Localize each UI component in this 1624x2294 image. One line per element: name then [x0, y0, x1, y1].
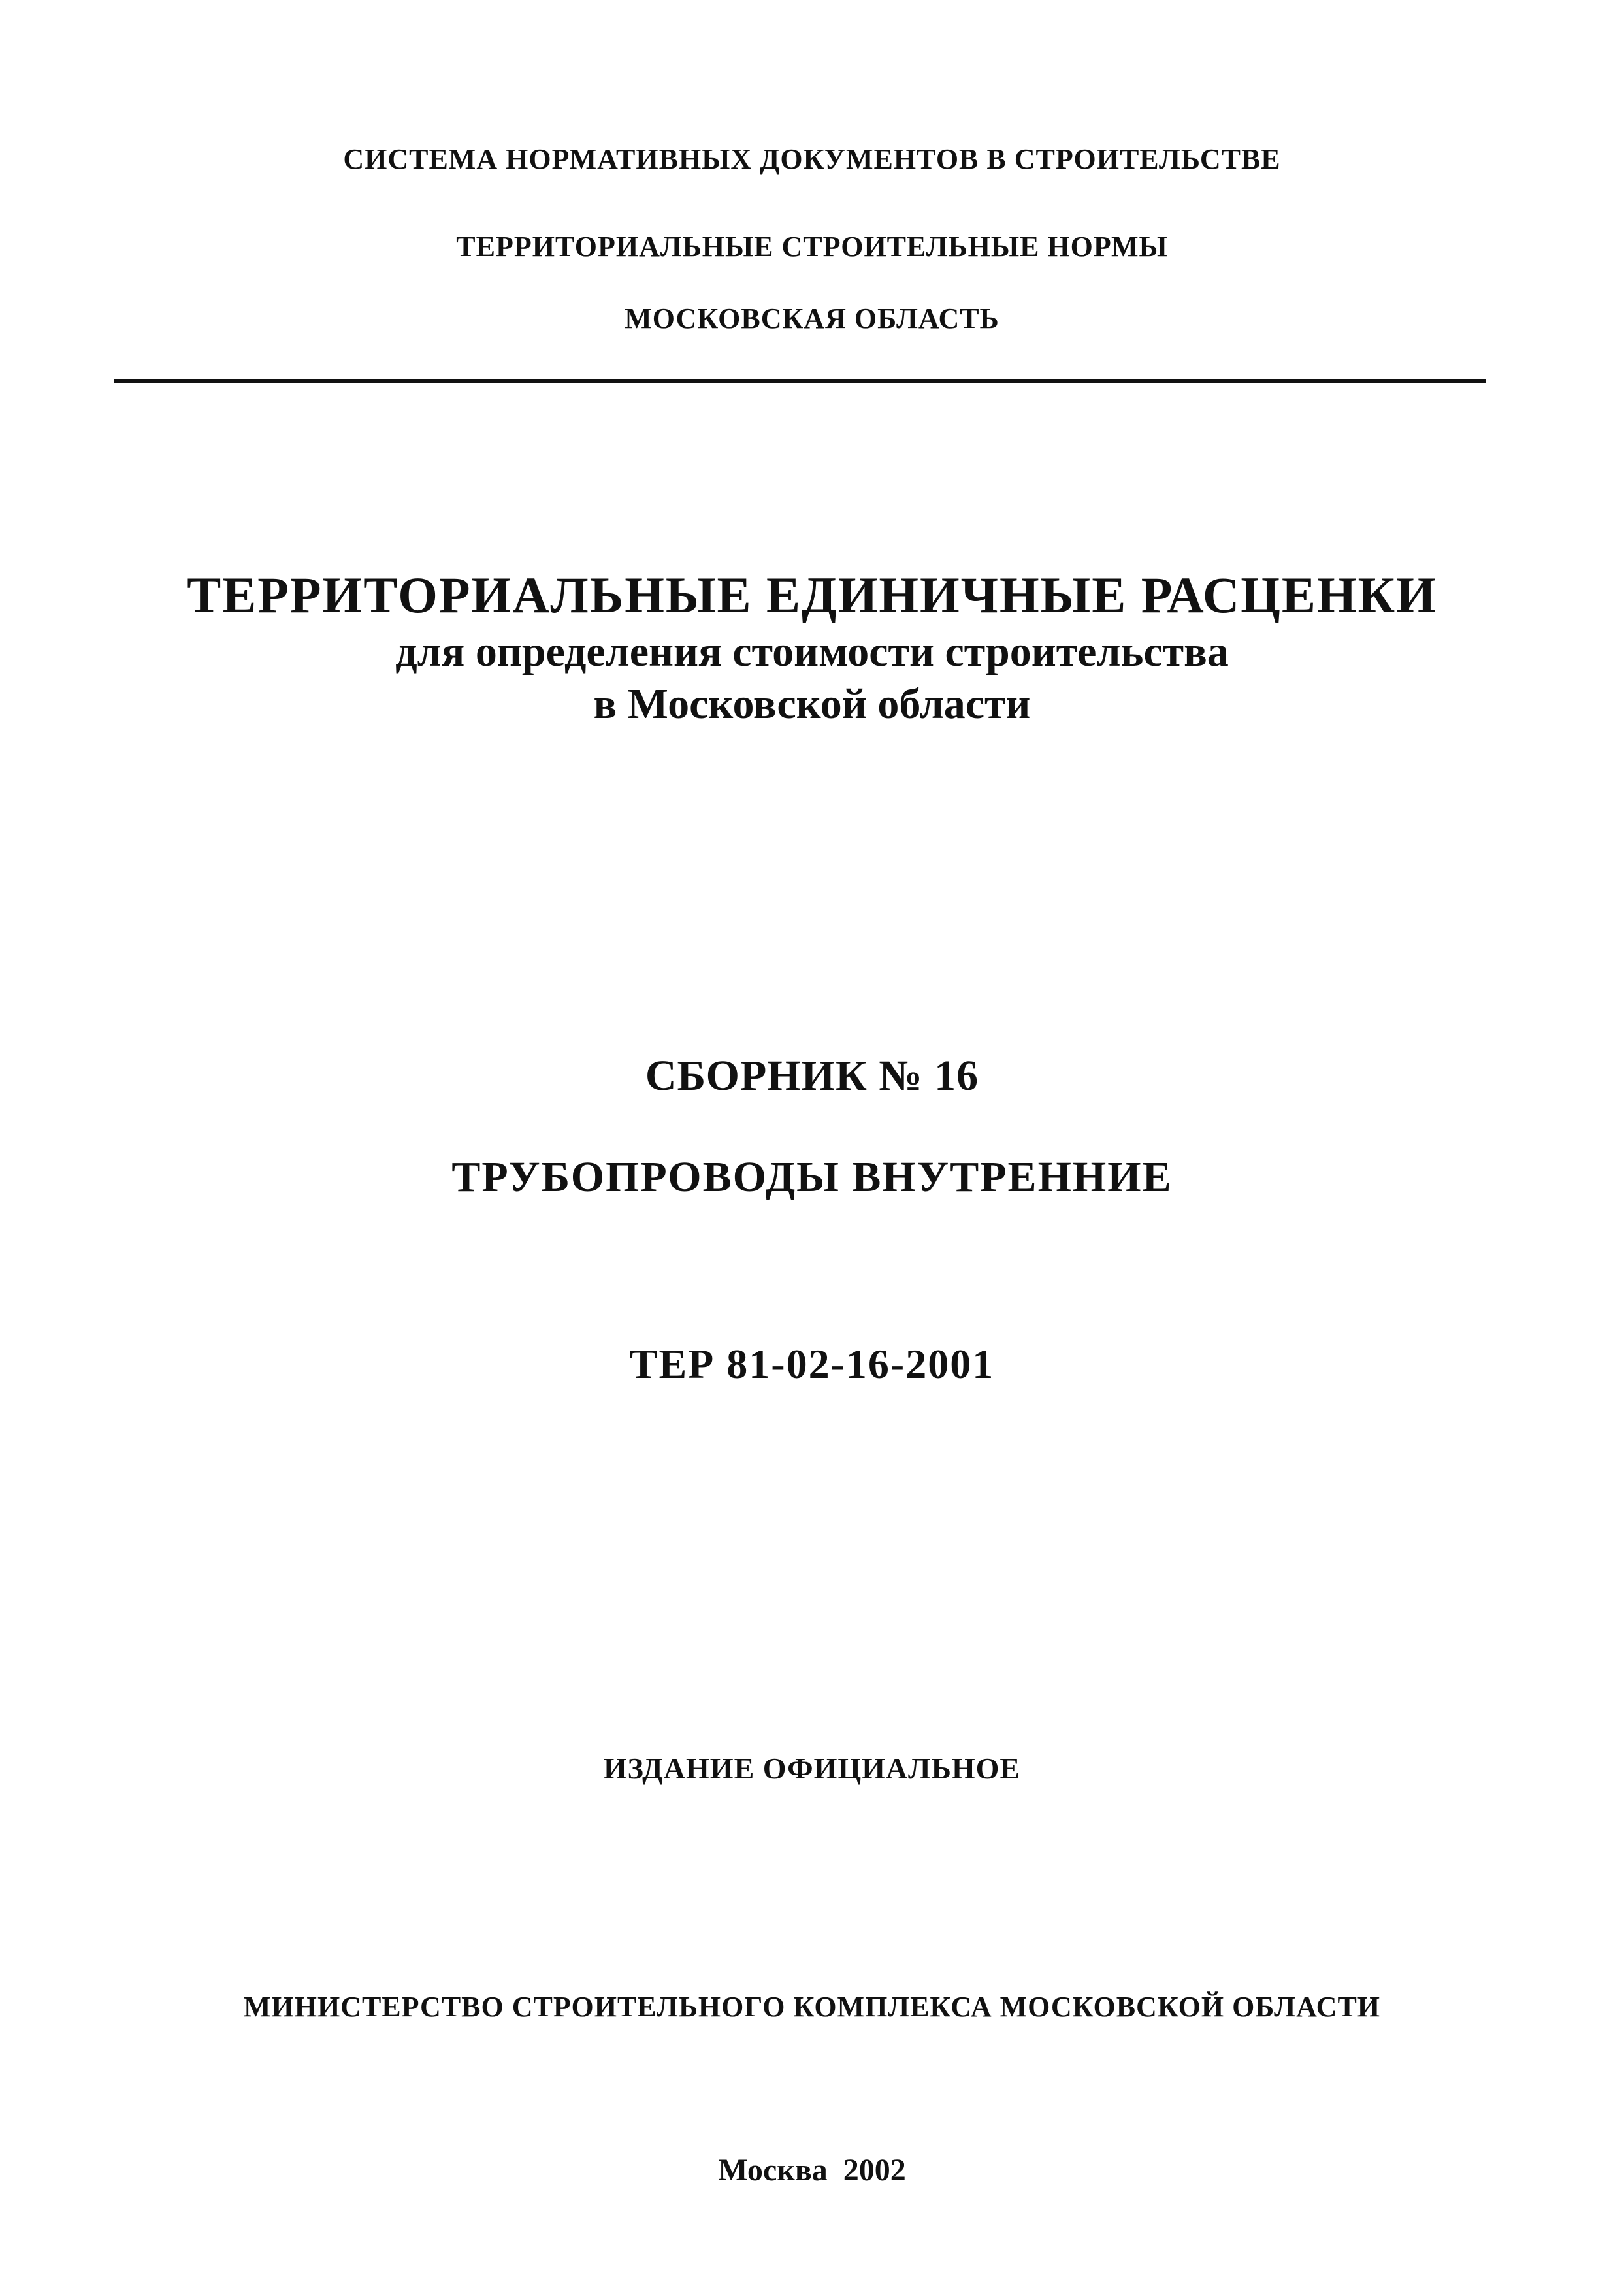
document-code: ТЕР 81-02-16-2001: [629, 1341, 995, 1387]
document-title: ТЕРРИТОРИАЛЬНЫЕ ЕДИНИЧНЫЕ РАСЦЕНКИ: [187, 566, 1437, 623]
document-subtitle-line-2: в Московской области: [593, 680, 1031, 728]
collection-number: СБОРНИК № 16: [645, 1052, 979, 1100]
document-subtitle-line-1: для определения стоимости строительства: [395, 628, 1229, 676]
header-region-line: МОСКОВСКАЯ ОБЛАСТЬ: [625, 303, 999, 335]
header-system-line: СИСТЕМА НОРМАТИВНЫХ ДОКУМЕНТОВ В СТРОИТЕЛЬСТВЕ: [343, 143, 1281, 175]
collection-name: ТРУБОПРОВОДЫ ВНУТРЕННИЕ: [451, 1153, 1173, 1201]
header-divider: [114, 379, 1486, 383]
header-norms-line: ТЕРРИТОРИАЛЬНЫЕ СТРОИТЕЛЬНЫЕ НОРМЫ: [456, 231, 1168, 263]
imprint-city-year: Москва 2002: [718, 2153, 906, 2187]
publisher-name: МИНИСТЕРСТВО СТРОИТЕЛЬНОГО КОМПЛЕКСА МОСКОВСКОЙ ОБЛАСТИ: [243, 1991, 1381, 2023]
edition-label: ИЗДАНИЕ ОФИЦИАЛЬНОЕ: [603, 1752, 1021, 1785]
